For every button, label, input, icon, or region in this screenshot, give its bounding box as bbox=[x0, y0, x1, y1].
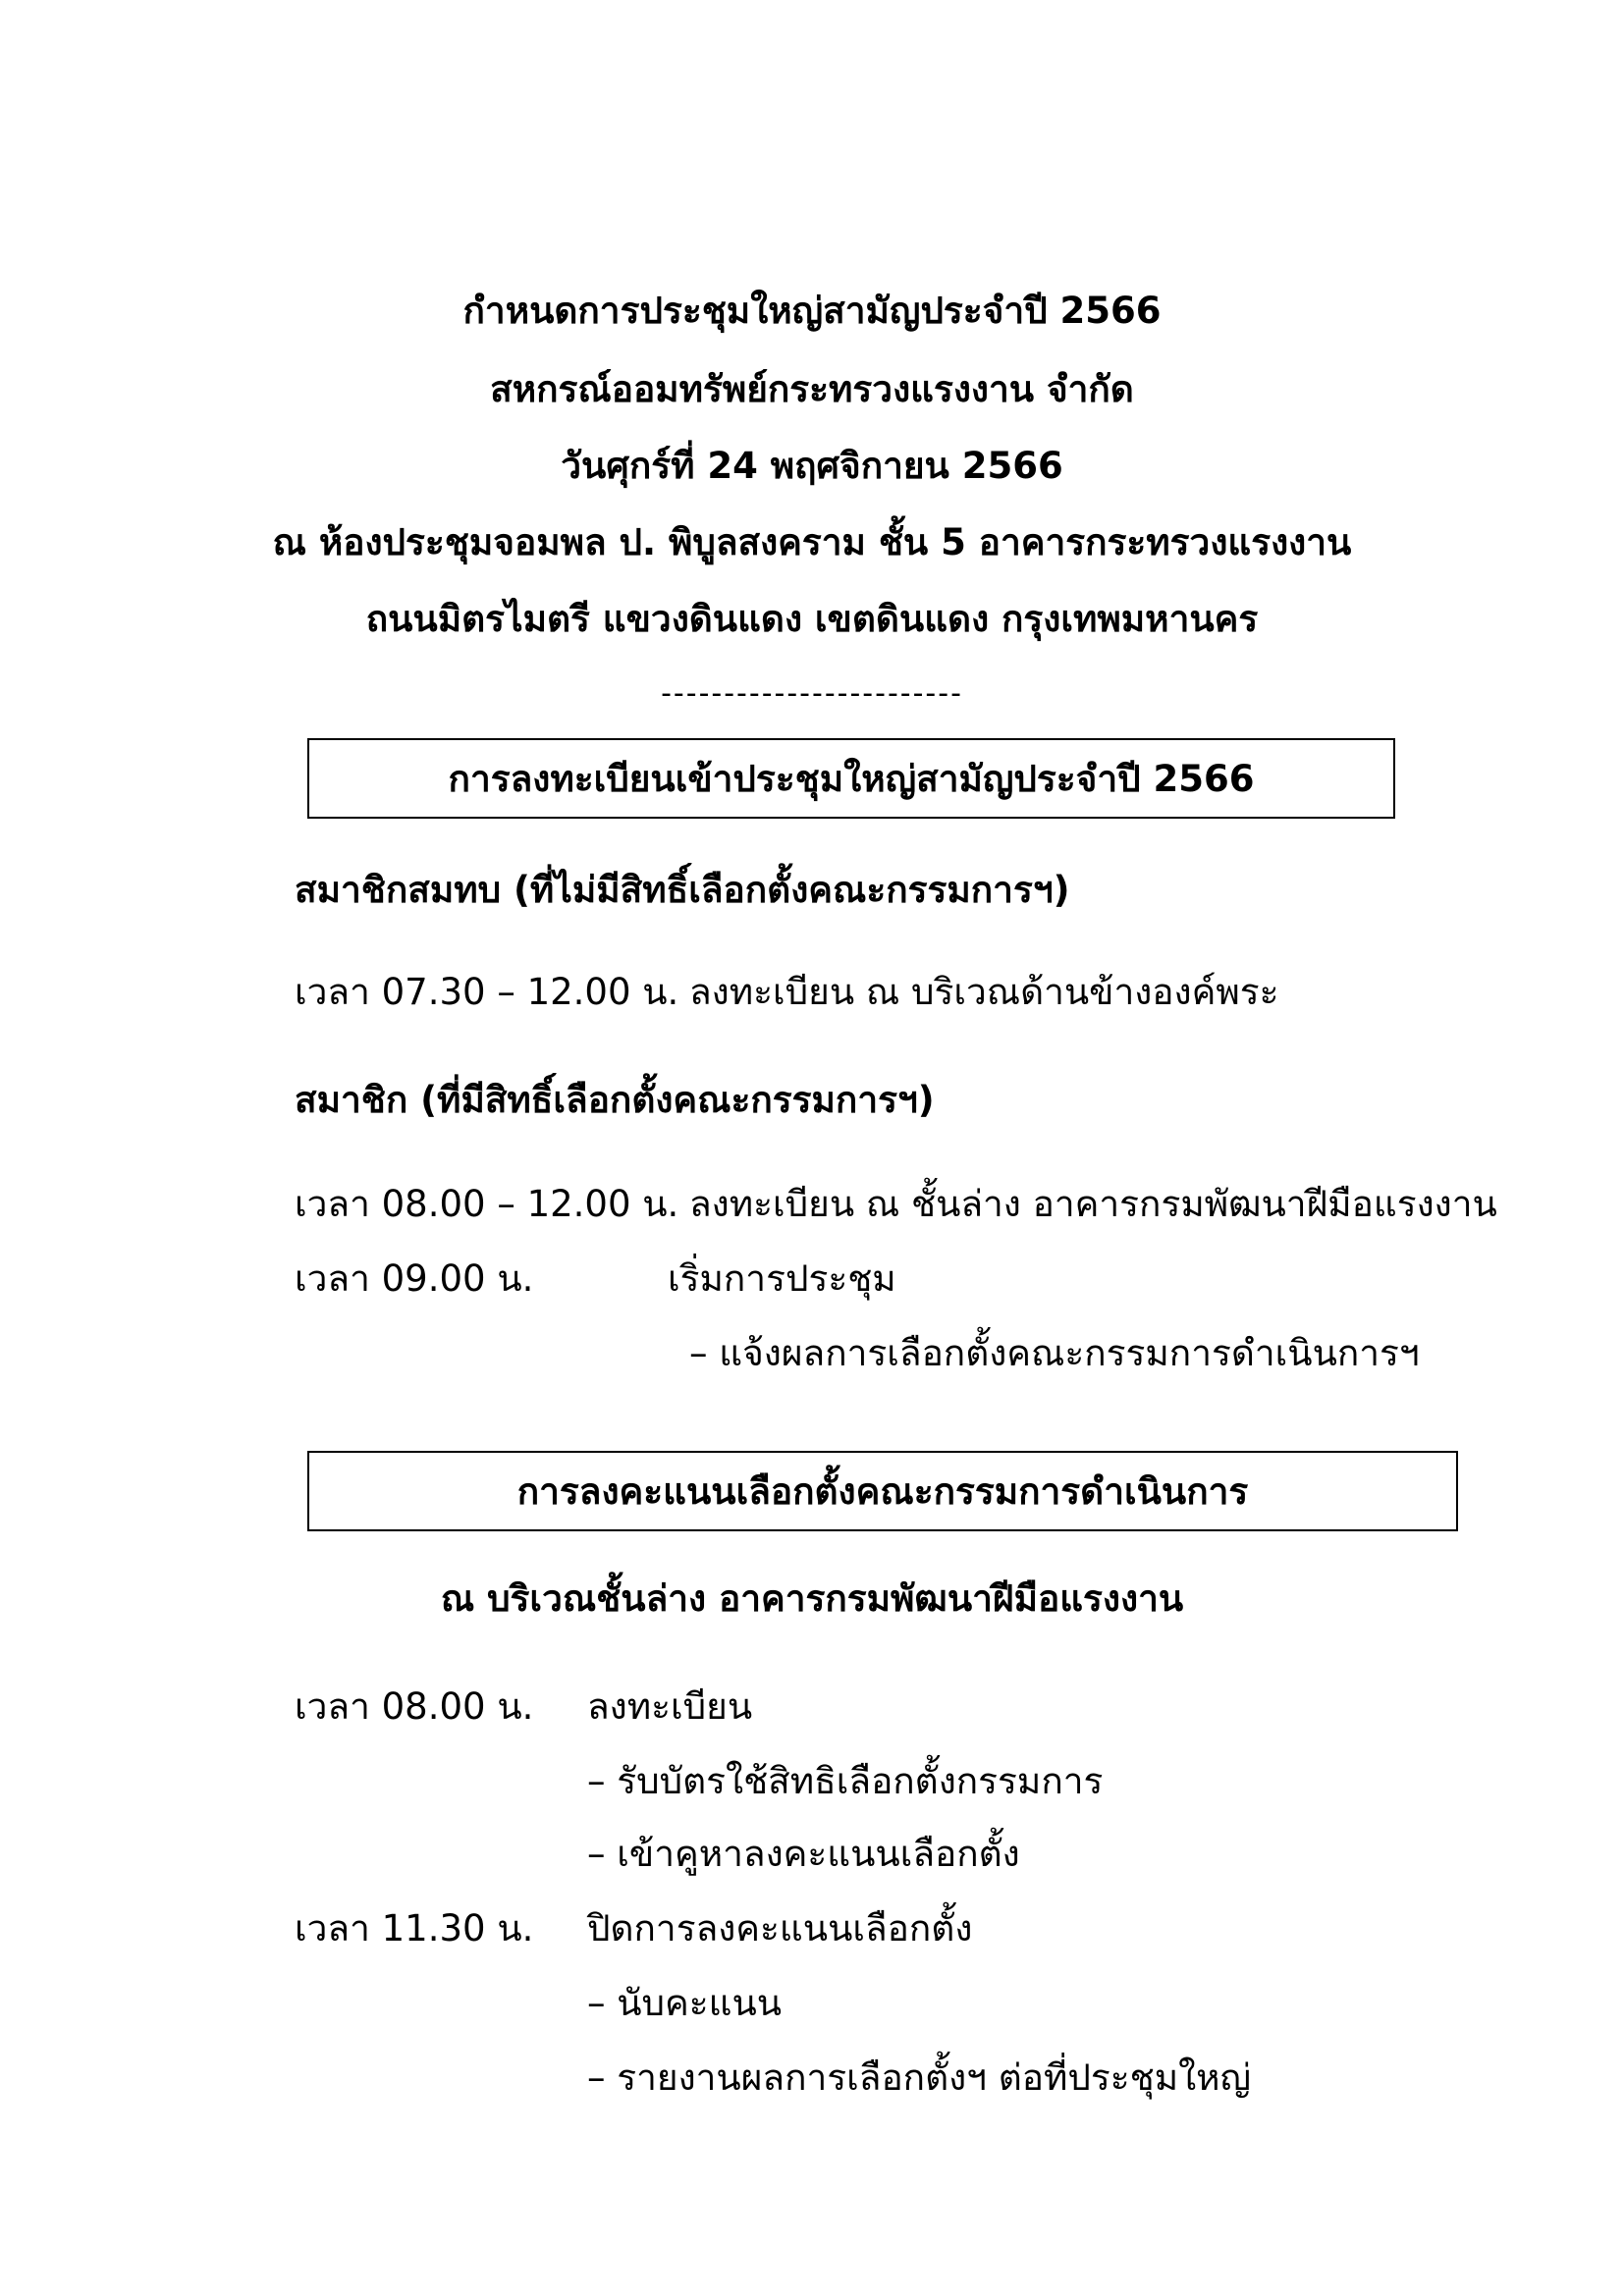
voting-title: การลงคะแนนเลือกตั้งคณะกรรมการดำเนินการ bbox=[516, 1469, 1249, 1513]
header-venue: ณ ห้องประชุมจอมพล ป. พิบูลสงคราม ชั้น 5 อาคารกระทรวงแรงงาน bbox=[272, 521, 1352, 563]
group2-row2-detail: เริ่มการประชุม bbox=[668, 1257, 896, 1300]
voting-title-box bbox=[307, 1451, 1458, 1531]
header-divider: ------------------------ bbox=[661, 676, 963, 711]
voting-location: ณ บริเวณชั้นล่าง อาคารกรมพัฒนาฝีมือแรงงาน bbox=[440, 1577, 1184, 1620]
group1-time: เวลา 07.30 – 12.00 น. bbox=[295, 971, 679, 1013]
group1-detail: ลงทะเบียน ณ บริเวณด้านข้างองค์พระ bbox=[689, 971, 1279, 1013]
header-date: วันศุกร์ที่ 24 พฤศจิกายน 2566 bbox=[561, 445, 1063, 487]
group2-row1-time: เวลา 08.00 – 12.00 น. bbox=[295, 1183, 679, 1225]
group2-row2-time: เวลา 09.00 น. bbox=[295, 1257, 534, 1300]
group2-heading: สมาชิก (ที่มีสิทธิ์เลือกตั้งคณะกรรมการฯ) bbox=[295, 1079, 935, 1121]
header-organization: สหกรณ์ออมทรัพย์กระทรวงแรงงาน จำกัด bbox=[490, 368, 1134, 410]
header-title: กำหนดการประชุมใหญ่สามัญประจำปี 2566 bbox=[462, 290, 1162, 332]
group1-heading: สมาชิกสมทบ (ที่ไม่มีสิทธิ์เลือกตั้งคณะกรรมการฯ) bbox=[295, 869, 1070, 911]
voting-row1-sub2: – เข้าคูหาลงคะแนนเลือกตั้ง bbox=[587, 1833, 1020, 1875]
voting-row1-sub1: – รับบัตรใช้สิทธิเลือกตั้งกรรมการ bbox=[587, 1760, 1104, 1802]
group2-row2-sub: – แจ้งผลการเลือกตั้งคณะกรรมการดำเนินการฯ bbox=[689, 1332, 1420, 1374]
voting-row2-detail: ปิดการลงคะแนนเลือกตั้ง bbox=[587, 1907, 973, 1949]
voting-row2-sub2: – รายงานผลการเลือกตั้งฯ ต่อที่ประชุมใหญ่ bbox=[587, 2056, 1252, 2099]
header-address: ถนนมิตรไมตรี แขวงดินแดง เขตดินแดง กรุงเทพมหานคร bbox=[365, 598, 1259, 640]
registration-title-box bbox=[307, 738, 1395, 819]
registration-title: การลงทะเบียนเข้าประชุมใหญ่สามัญประจำปี 2566 bbox=[448, 757, 1255, 800]
voting-row1-time: เวลา 08.00 น. bbox=[295, 1685, 534, 1728]
voting-row2-sub1: – นับคะแนน bbox=[587, 1982, 783, 2024]
voting-row1-detail: ลงทะเบียน bbox=[587, 1685, 753, 1728]
voting-row2-time: เวลา 11.30 น. bbox=[295, 1907, 534, 1949]
group2-row1-detail: ลงทะเบียน ณ ชั้นล่าง อาคารกรมพัฒนาฝีมือแรงงาน bbox=[689, 1183, 1497, 1225]
